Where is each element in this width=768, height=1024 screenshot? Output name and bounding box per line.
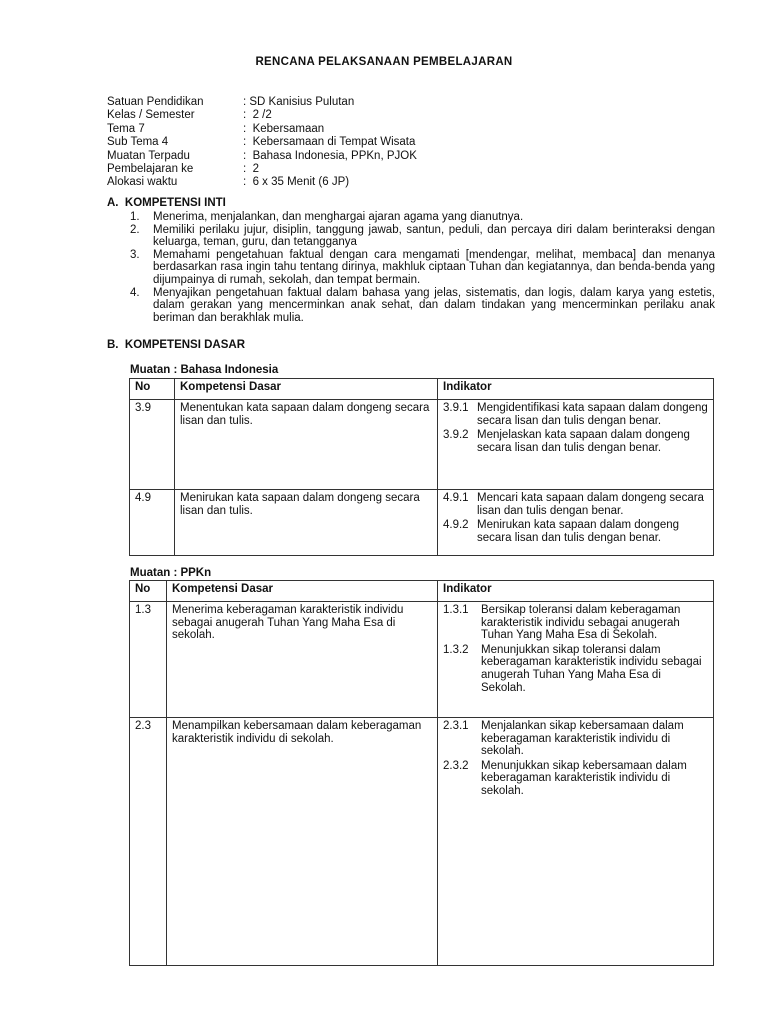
kd-text: Menentukan kata sapaan dalam dongeng secara lisan dan tulis. <box>175 400 438 490</box>
indikator-code: 2.3.2 <box>443 759 469 772</box>
indikator-text: Mengidentifikasi kata sapaan dalam dongeng secara lisan dan tulis dengan benar. <box>477 402 708 427</box>
indikator-code: 4.9.2 <box>443 519 469 532</box>
indikator-text: Bersikap toleransi dalam keberagaman karakteristik individu sebagai anugerah Tuhan Yang Maha Esa di Sekolah. <box>481 604 681 642</box>
kd-number: 2.3 <box>130 718 167 966</box>
list-item-number: 4. <box>130 286 140 299</box>
list-item <box>130 287 715 325</box>
indikator-item <box>443 720 708 758</box>
list-item-text: Menerima, menjalankan, dan menghargai ajaran agama yang dianutnya. <box>153 211 524 223</box>
indikator-code: 1.3.2 <box>443 643 469 656</box>
identity-row <box>107 176 417 189</box>
indikator-code: 4.9.1 <box>443 492 469 504</box>
indikator-cell <box>438 400 714 490</box>
kd-text: Menirukan kata sapaan dalam dongeng secara lisan dan tulis. <box>175 490 438 556</box>
muatan-label: Muatan : PPKn <box>130 567 212 579</box>
section-b-heading: B. KOMPETENSI DASAR <box>107 339 246 351</box>
identity-row <box>107 123 417 136</box>
list-item-text: Memahami pengetahuan faktual dengan cara mengamati [mendengar, melihat, membaca] dan menanya berdasarkan rasa ingin tahu tentang dirinya, makhluk ciptaan Tuhan dan kegiatannya, dan benda-benda yang dijumpainya di rumah, sekolah, dan tempat bermain. <box>153 248 715 286</box>
indikator-text: Mencari kata sapaan dalam dongeng secara lisan dan tulis dengan benar. <box>477 492 704 517</box>
list-item-number: 3. <box>130 248 140 261</box>
identity-value: : SD Kanisius Pulutan <box>243 96 355 108</box>
kd-text: Menerima keberagaman karakteristik individu sebagai anugerah Tuhan Yang Maha Esa di sekolah. <box>167 602 438 718</box>
kd-number: 3.9 <box>130 400 175 490</box>
indikator-code: 3.9.2 <box>443 429 469 442</box>
table-row <box>130 400 714 490</box>
list-item-number: 2. <box>130 223 140 236</box>
list-item <box>130 249 715 287</box>
table-row <box>130 602 714 718</box>
indikator-code: 3.9.1 <box>443 402 469 414</box>
indikator-item <box>443 644 708 694</box>
identity-value: : 2 <box>243 163 259 176</box>
table-row <box>130 718 714 966</box>
indikator-cell <box>438 602 714 718</box>
kompetensi-dasar-table <box>129 378 714 556</box>
column-header: Indikator <box>438 581 714 602</box>
indikator-item <box>443 402 708 427</box>
kd-text: Menampilkan kebersamaan dalam keberagaman karakteristik individu di sekolah. <box>167 718 438 966</box>
section-a-heading: A. KOMPETENSI INTI <box>107 197 226 209</box>
identity-value: : 2 /2 <box>243 109 272 122</box>
identity-label: Tema 7 <box>107 122 145 135</box>
table-header-row <box>130 581 714 602</box>
indikator-item <box>443 519 708 544</box>
indikator-text: Menirukan kata sapaan dalam dongeng secara lisan dan tulis dengan benar. <box>477 519 680 544</box>
list-item-text: Menyajikan pengetahuan faktual dalam bahasa yang jelas, sistematis, dan logis, dalam karya yang estetis, dalam gerakan yang mencerminkan anak sehat, dan dalam tindakan yang mencerminkan perilaku anak beriman dan berakhlak mulia. <box>153 286 715 324</box>
indikator-text: Menunjukkan sikap kebersamaan dalam keberagaman karakteristik individu di sekolah. <box>481 759 687 797</box>
kompetensi-dasar-table <box>129 580 714 966</box>
identity-row <box>107 150 417 163</box>
list-item <box>130 211 715 224</box>
list-item <box>130 224 715 249</box>
identity-label: Kelas / Semester <box>107 109 195 122</box>
identity-row <box>107 163 417 176</box>
kompetensi-inti-list <box>130 211 715 324</box>
identity-value: : Kebersamaan di Tempat Wisata <box>243 136 416 149</box>
indikator-item <box>443 604 708 642</box>
identity-label: Alokasi waktu <box>107 176 178 189</box>
indikator-item <box>443 429 708 454</box>
identity-value: : Kebersamaan <box>243 122 325 135</box>
identity-label: Muatan Terpadu <box>107 149 190 162</box>
list-item-number: 1. <box>130 211 140 223</box>
table-header-row <box>130 379 714 400</box>
list-item-text: Memiliki perilaku jujur, disiplin, tanggung jawab, santun, peduli, dan percaya diri dalam berinteraksi dengan keluarga, teman, guru, dan tetangganya <box>153 223 715 249</box>
identity-row <box>107 136 417 149</box>
column-header: Indikator <box>438 379 714 400</box>
identity-value: : 6 x 35 Menit (6 JP) <box>243 176 350 189</box>
identity-block <box>107 96 417 190</box>
indikator-cell <box>438 490 714 556</box>
muatan-label: Muatan : Bahasa Indonesia <box>130 364 279 376</box>
indikator-text: Menunjukkan sikap toleransi dalam keberagaman karakteristik individu sebagai anugerah Tuhan Yang Maha Esa di Sekolah. <box>481 643 702 694</box>
document-title: RENCANA PELAKSANAAN PEMBELAJARAN <box>255 56 513 68</box>
kd-number: 4.9 <box>130 490 175 556</box>
identity-label: Sub Tema 4 <box>107 136 169 149</box>
indikator-item <box>443 760 708 798</box>
identity-label: Satuan Pendidikan <box>107 96 204 108</box>
identity-row <box>107 96 417 109</box>
identity-label: Pembelajaran ke <box>107 163 194 176</box>
column-header: Kompetensi Dasar <box>175 379 438 400</box>
column-header: No <box>130 379 175 400</box>
column-header: No <box>130 581 167 602</box>
indikator-text: Menjelaskan kata sapaan dalam dongeng secara lisan dan tulis dengan benar. <box>477 429 690 454</box>
table-row <box>130 490 714 556</box>
indikator-text: Menjalankan sikap kebersamaan dalam keberagaman karakteristik individu di sekolah. <box>481 720 684 758</box>
identity-value: : Bahasa Indonesia, PPKn, PJOK <box>243 149 417 162</box>
indikator-code: 1.3.1 <box>443 604 469 616</box>
column-header: Kompetensi Dasar <box>167 581 438 602</box>
indikator-cell <box>438 718 714 966</box>
indikator-item <box>443 492 708 517</box>
kd-number: 1.3 <box>130 602 167 718</box>
indikator-code: 2.3.1 <box>443 720 469 732</box>
identity-row <box>107 109 417 122</box>
